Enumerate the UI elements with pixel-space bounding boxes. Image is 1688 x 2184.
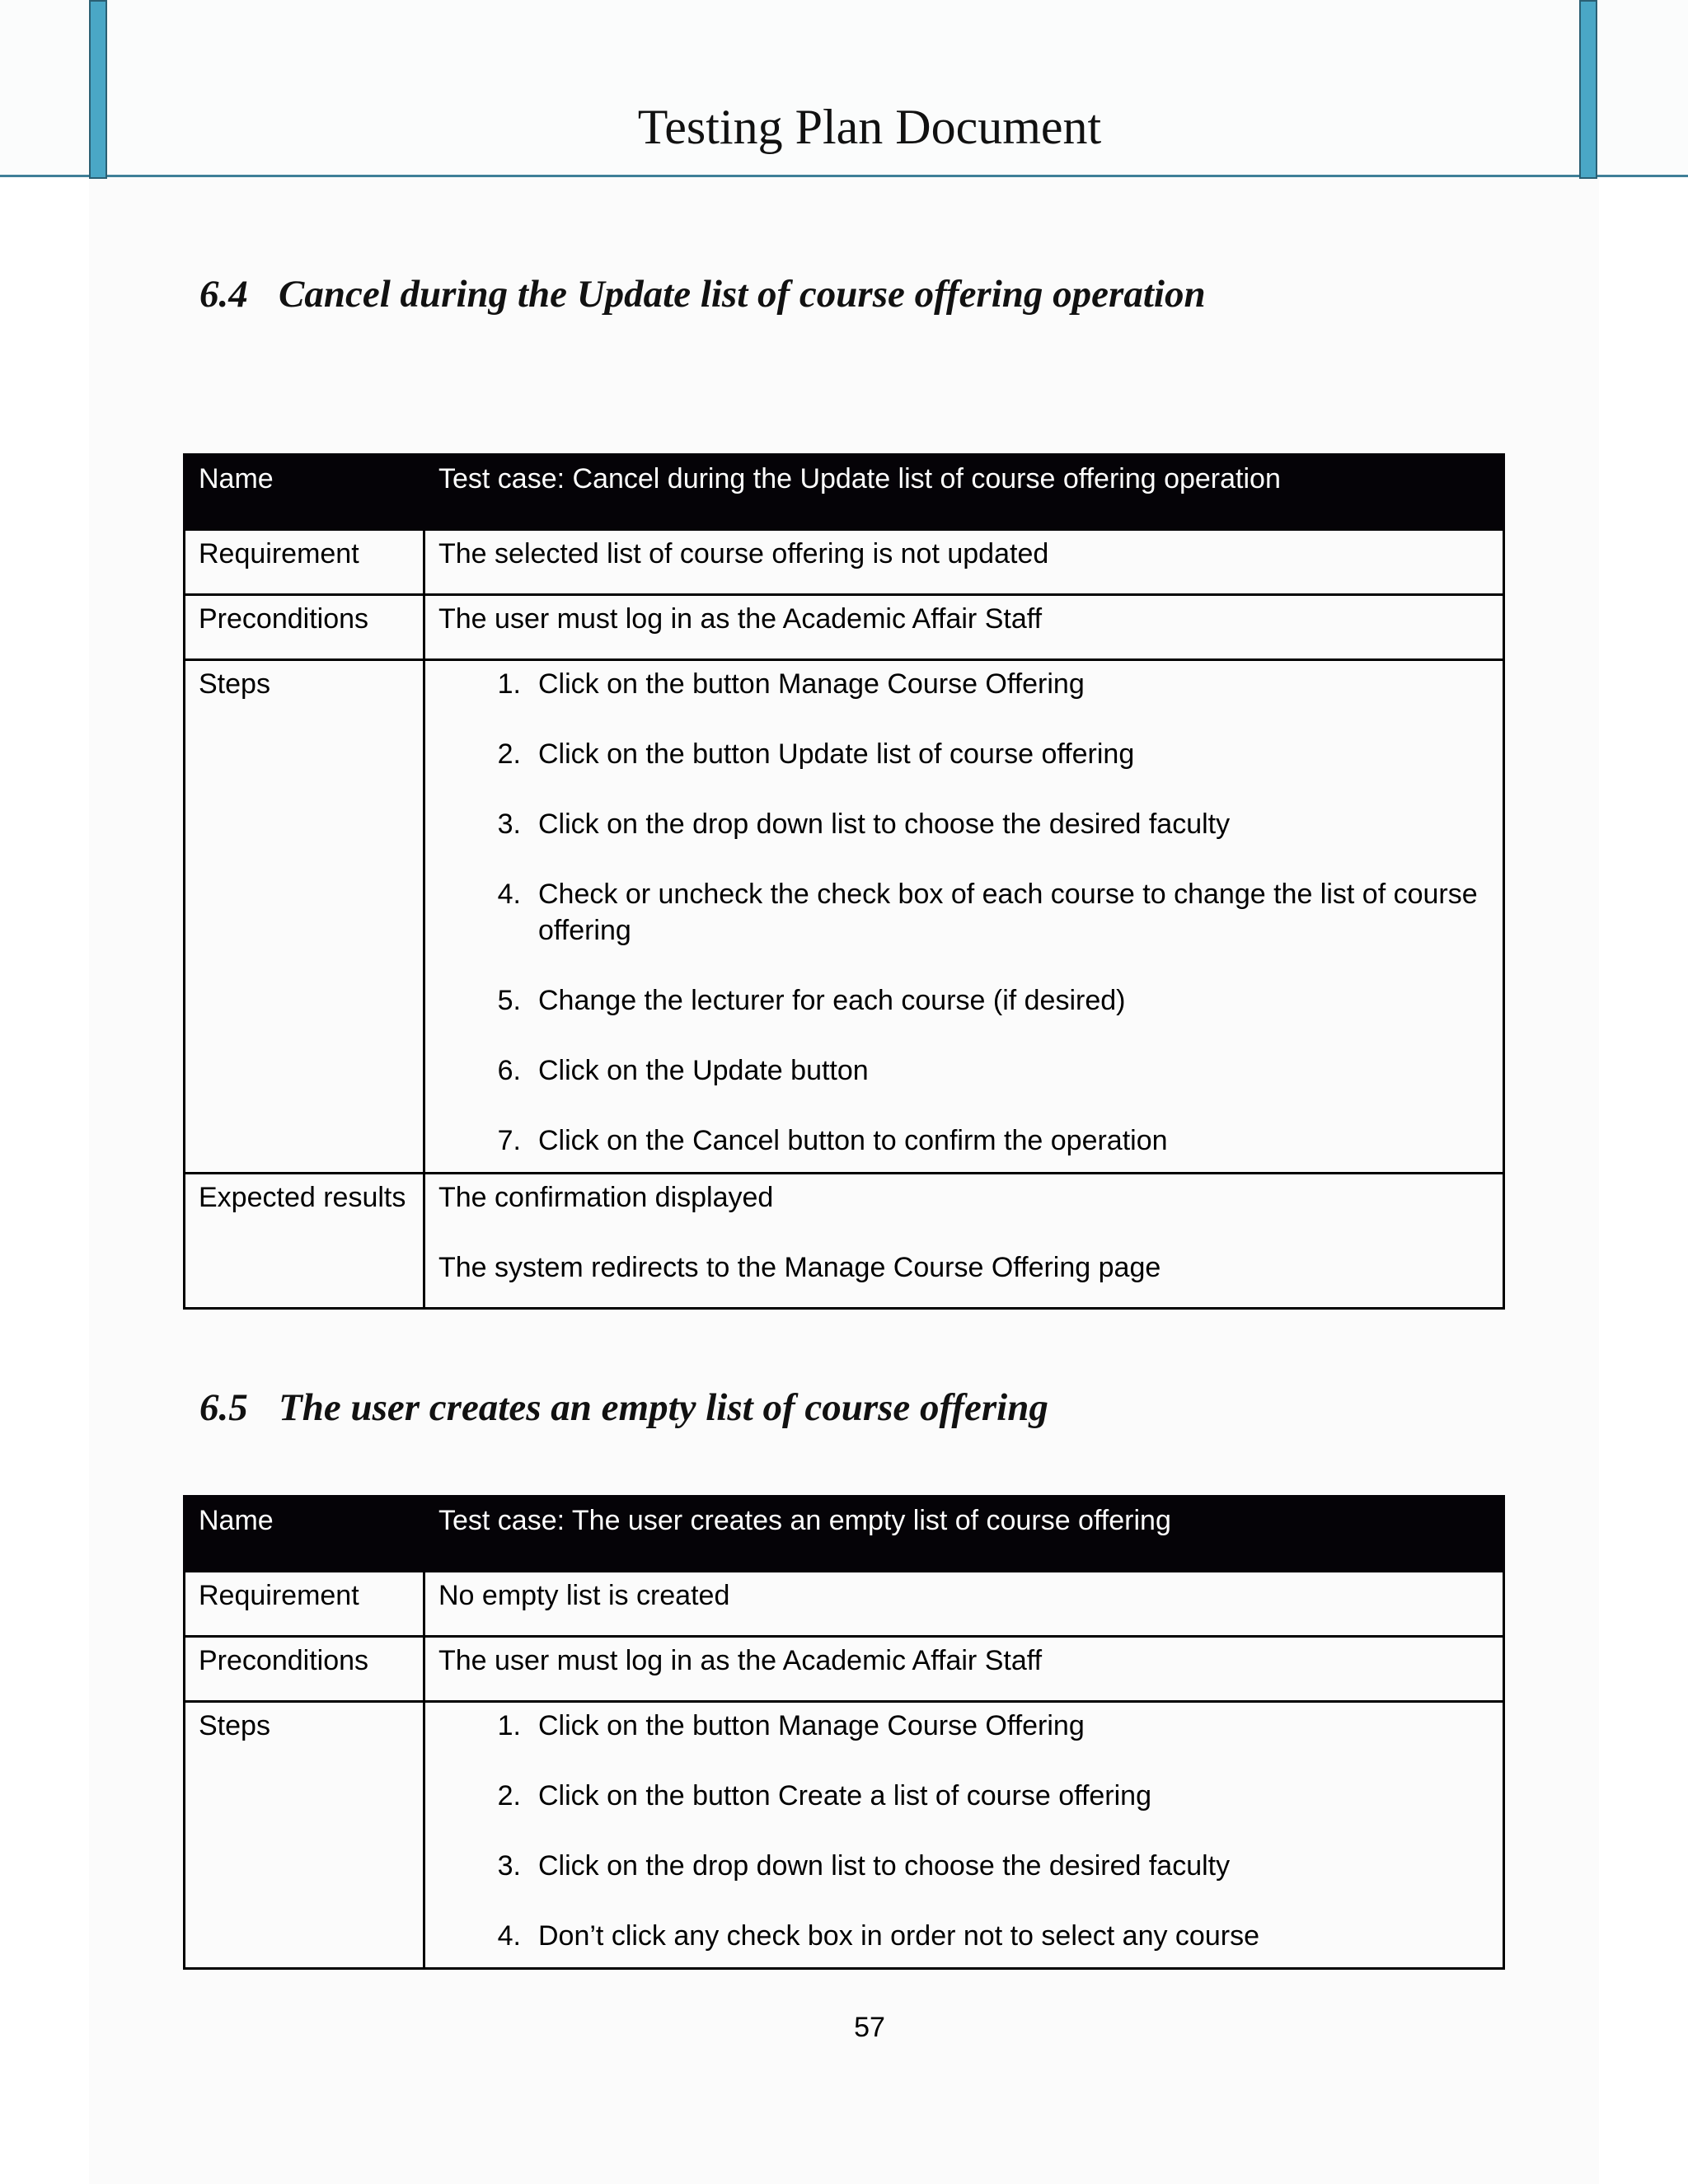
steps-label: Steps <box>185 1702 424 1969</box>
name-label: Name <box>185 1497 424 1572</box>
section-heading-6-4 <box>199 271 1206 317</box>
steps-list <box>425 666 1489 1159</box>
table-row-requirement <box>185 1572 1504 1637</box>
step-number: 4. <box>497 1920 521 1952</box>
table-row-steps <box>185 660 1504 1174</box>
step-number: 3. <box>497 1850 521 1882</box>
expected-result-line: The system redirects to the Manage Course Offering page <box>438 1252 1161 1283</box>
step-item <box>425 1052 1489 1089</box>
table-row-name <box>185 1497 1504 1572</box>
step-number: 4. <box>497 879 521 910</box>
test-case-table-6-5 <box>183 1495 1505 1970</box>
step-number: 5. <box>497 985 521 1016</box>
step-item <box>425 1778 1489 1814</box>
name-value: Test case: The user creates an empty list of course offering <box>424 1497 1504 1572</box>
expected-results-value <box>424 1174 1504 1309</box>
step-number: 6. <box>497 1055 521 1086</box>
step-item <box>425 876 1489 949</box>
section-title: Cancel during the Update list of course offering operation <box>279 273 1206 316</box>
preconditions-label: Preconditions <box>185 595 424 660</box>
step-number: 1. <box>497 668 521 700</box>
table-row-expected-results <box>185 1174 1504 1309</box>
step-item <box>425 1918 1489 1954</box>
name-value: Test case: Cancel during the Update list of course offering operation <box>424 455 1504 530</box>
section-heading-6-5 <box>199 1385 1048 1431</box>
table-row-steps <box>185 1702 1504 1969</box>
step-text: Don’t click any check box in order not to select any course <box>538 1920 1259 1952</box>
steps-list <box>425 1708 1489 1954</box>
step-item <box>425 806 1489 842</box>
steps-cell <box>424 1702 1504 1969</box>
expected-results-label: Expected results <box>185 1174 424 1309</box>
step-item <box>425 1848 1489 1884</box>
page-number: 57 <box>854 2012 885 2043</box>
step-text: Click on the Cancel button to confirm the operation <box>538 1125 1168 1156</box>
step-number: 2. <box>497 1780 521 1811</box>
step-number: 7. <box>497 1125 521 1156</box>
section-number: 6.4 <box>199 273 248 316</box>
requirement-label: Requirement <box>185 1572 424 1637</box>
preconditions-label: Preconditions <box>185 1637 424 1702</box>
table-row-preconditions <box>185 595 1504 660</box>
expected-result-line: The confirmation displayed <box>438 1182 774 1213</box>
step-text: Click on the drop down list to choose the desired faculty <box>538 1850 1231 1882</box>
section-title: The user creates an empty list of course offering <box>279 1386 1048 1429</box>
preconditions-value: The user must log in as the Academic Affair Staff <box>424 1637 1504 1702</box>
requirement-label: Requirement <box>185 530 424 595</box>
step-number: 3. <box>497 808 521 840</box>
step-text: Check or uncheck the check box of each course to change the list of course offering <box>538 879 1478 946</box>
step-item <box>425 982 1489 1019</box>
preconditions-value: The user must log in as the Academic Affair Staff <box>424 595 1504 660</box>
step-text: Click on the button Create a list of course offering <box>538 1780 1151 1811</box>
requirement-value: No empty list is created <box>424 1572 1504 1637</box>
step-item <box>425 1122 1489 1159</box>
document-title: Testing Plan Document <box>637 100 1102 154</box>
step-text: Click on the drop down list to choose the desired faculty <box>538 808 1231 840</box>
step-number: 2. <box>497 738 521 770</box>
name-label: Name <box>185 455 424 530</box>
step-text: Click on the Update button <box>538 1055 869 1086</box>
steps-label: Steps <box>185 660 424 1174</box>
step-text: Click on the button Update list of course offering <box>538 738 1135 770</box>
step-text: Change the lecturer for each course (if desired) <box>538 985 1126 1016</box>
section-number: 6.5 <box>199 1386 248 1429</box>
steps-cell <box>424 660 1504 1174</box>
header-rule <box>0 175 1688 177</box>
step-number: 1. <box>497 1710 521 1741</box>
table-row-name <box>185 455 1504 530</box>
step-item <box>425 1708 1489 1744</box>
requirement-value: The selected list of course offering is not updated <box>424 530 1504 595</box>
table-row-requirement <box>185 530 1504 595</box>
step-item <box>425 736 1489 772</box>
table-row-preconditions <box>185 1637 1504 1702</box>
step-text: Click on the button Manage Course Offering <box>538 1710 1085 1741</box>
step-item <box>425 666 1489 702</box>
step-text: Click on the button Manage Course Offering <box>538 668 1085 700</box>
test-case-table-6-4 <box>183 453 1505 1310</box>
